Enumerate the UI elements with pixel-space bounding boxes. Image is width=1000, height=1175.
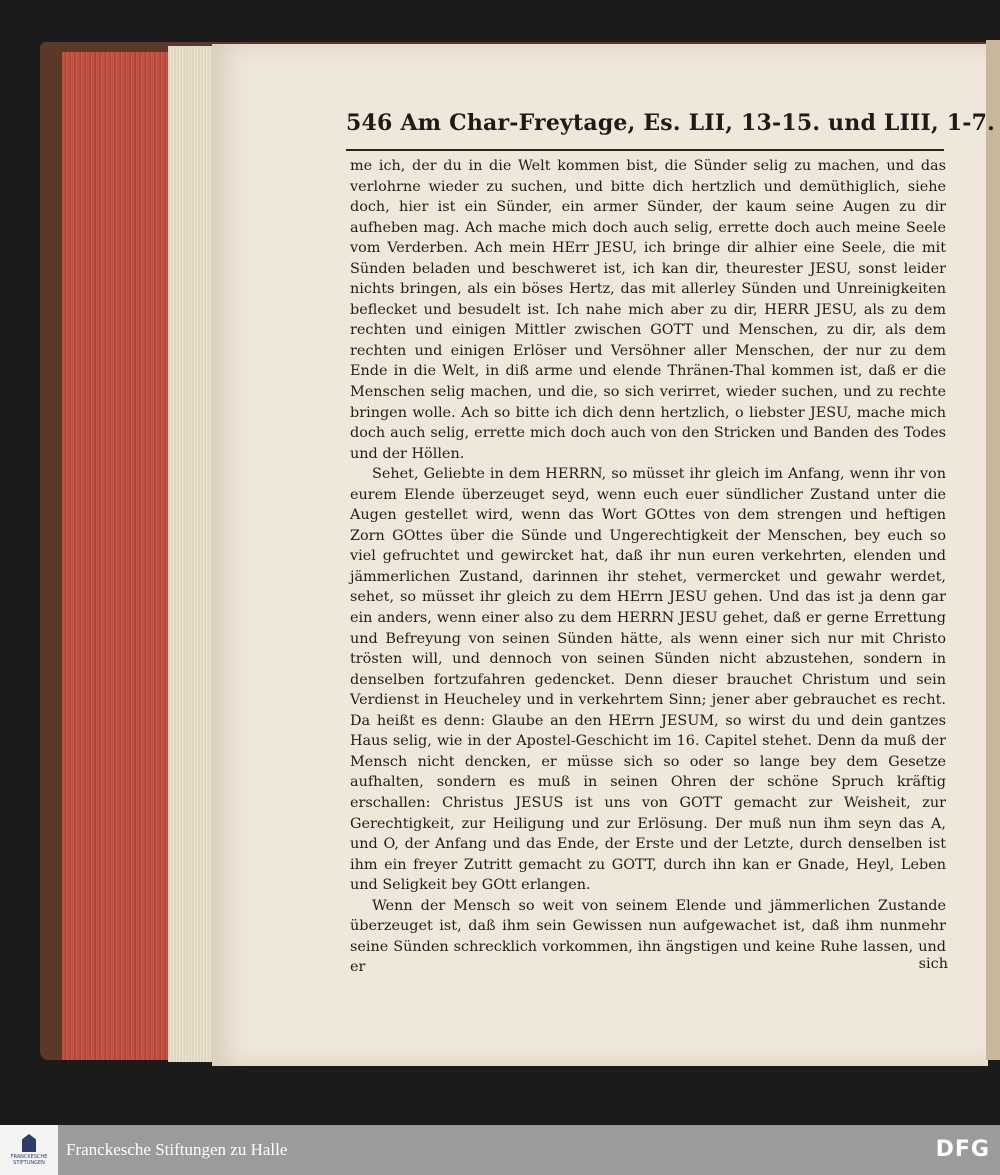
building-icon bbox=[22, 1134, 36, 1152]
body-text bbox=[350, 156, 946, 978]
header-rule bbox=[346, 149, 944, 151]
catchword: sich bbox=[918, 956, 948, 972]
paragraph: me ich, der du in die Welt kommen bist, die Sünder selig zu machen, und das verlohrne wieder zu suchen, und bitte dich hertzlich und demüthiglich, siehe doch, hier ist ein Sünder, ein armer Sünder, der kaum seine Augen zu dir aufheben mag. Ach mache mich doch auch selig, errette doch auch meine Seele vom Verderben. Ach mein HErr JESU, ich bringe dir alhier eine Seele, die mit Sünden beladen und beschweret ist, ich kan dir, theurester JESU, sonst leider nichts bringen, als ein böses Hertz, das mit allerley Sünden und Unreinigkeiten beflecket und besudelt ist. Ich nahe mich aber zu dir, HERR JESU, als zu dem rechten und einigen Mittler zwischen GOTT und Menschen, zu dir, als dem rechten und einigen Erlöser und Versöhner aller Menschen, der nur zu dem Ende in die Welt, in diß arme und elende Thränen-Thal kommen ist, daß er die Menschen selig machen, und die, so sich verirret, wieder suchen, und zu rechte bringen wolle. Ach so bitte ich dich denn hertzlich, o liebster JESU, mache mich doch auch selig, errette mich doch auch von den Stricken und Banden des Todes und der Höllen. bbox=[350, 158, 946, 462]
institution-name: Franckesche Stiftungen zu Halle bbox=[66, 1140, 288, 1159]
running-head: Am Char-Freytage, Es. LII, 13-15. und LIII, 1-7. bbox=[400, 110, 995, 136]
dfg-logo[interactable]: DFG bbox=[935, 1137, 990, 1162]
page-number: 546 bbox=[346, 110, 393, 136]
footer-bar bbox=[0, 1125, 1000, 1175]
paragraph: Wenn der Mensch so weit von seinem Elende und jämmerlichen Zustande überzeuget ist, daß ihm sein Gewissen nun aufgewachet ist, daß ihm nunmehr seine Sünden schrecklich vorkommen, ihn ängstigen und keine Ruhe lassen, und er bbox=[350, 897, 946, 976]
right-cover-edge bbox=[986, 40, 1000, 1060]
institution-logo[interactable] bbox=[0, 1125, 58, 1175]
paragraph: Sehet, Geliebte in dem HERRN, so müsset ihr gleich im Anfang, wenn ihr von eurem Elende überzeuget seyd, wenn euch euer sündlicher Zustand unter die Augen gestellet wird, wenn das Wort GOttes von dem strengen und heftigen Zorn GOttes über die Sünde und Ungerechtigkeit der Menschen, bey euch so viel gefruchtet und gewircket hat, daß ihr nun euren verkehrten, elenden und jämmerlichen Zustand, darinnen ihr stehet, vermercket und gewahr werdet, sehet, so müsset ihr gleich zu dem HErrn JESU gehen. Und das ist ja denn gar ein anders, wenn einer also zu dem HERRN JESU gehet, daß er gerne Errettung und Befreyung von seinen Sünden hätte, als wenn einer sich nur mit Christo trösten will, und dennoch von seinen Sünden nicht abzustehen, sondern in denselben fortzufahren gedencket. Denn dieser brauchet Christum und sein Verdienst in Heucheley und in verkehrtem Sinn; jener aber gebrauchet es recht. Da heißt es denn: Glaube an den HErrn JESUM, so wirst du und dein gantzes Haus selig, wie in der Apostel-Geschicht im 16. Capitel stehet. Denn da muß der Mensch nicht dencken, er müsse sich so oder so lange bey dem Gesetze aufhalten, sondern es muß in seinen Ohren der schöne Spruch kräftig erschallen: Christus JESUS ist uns von GOTT gemacht zur Weisheit, zur Gerechtigkeit, zur Heiligung und zur Erlösung. Der muß nun ihm seyn das A, und O, der Anfang und das Ende, der Erste und der Letzte, durch denselben ist ihm ein freyer Zutritt gemacht zu GOTT, durch ihn kan er Gnade, Heyl, Leben und Seligkeit bey GOtt erlangen. bbox=[350, 466, 946, 894]
logo-text: FRANCKESCHE STIFTUNGEN bbox=[10, 1154, 48, 1166]
running-header bbox=[346, 110, 995, 144]
